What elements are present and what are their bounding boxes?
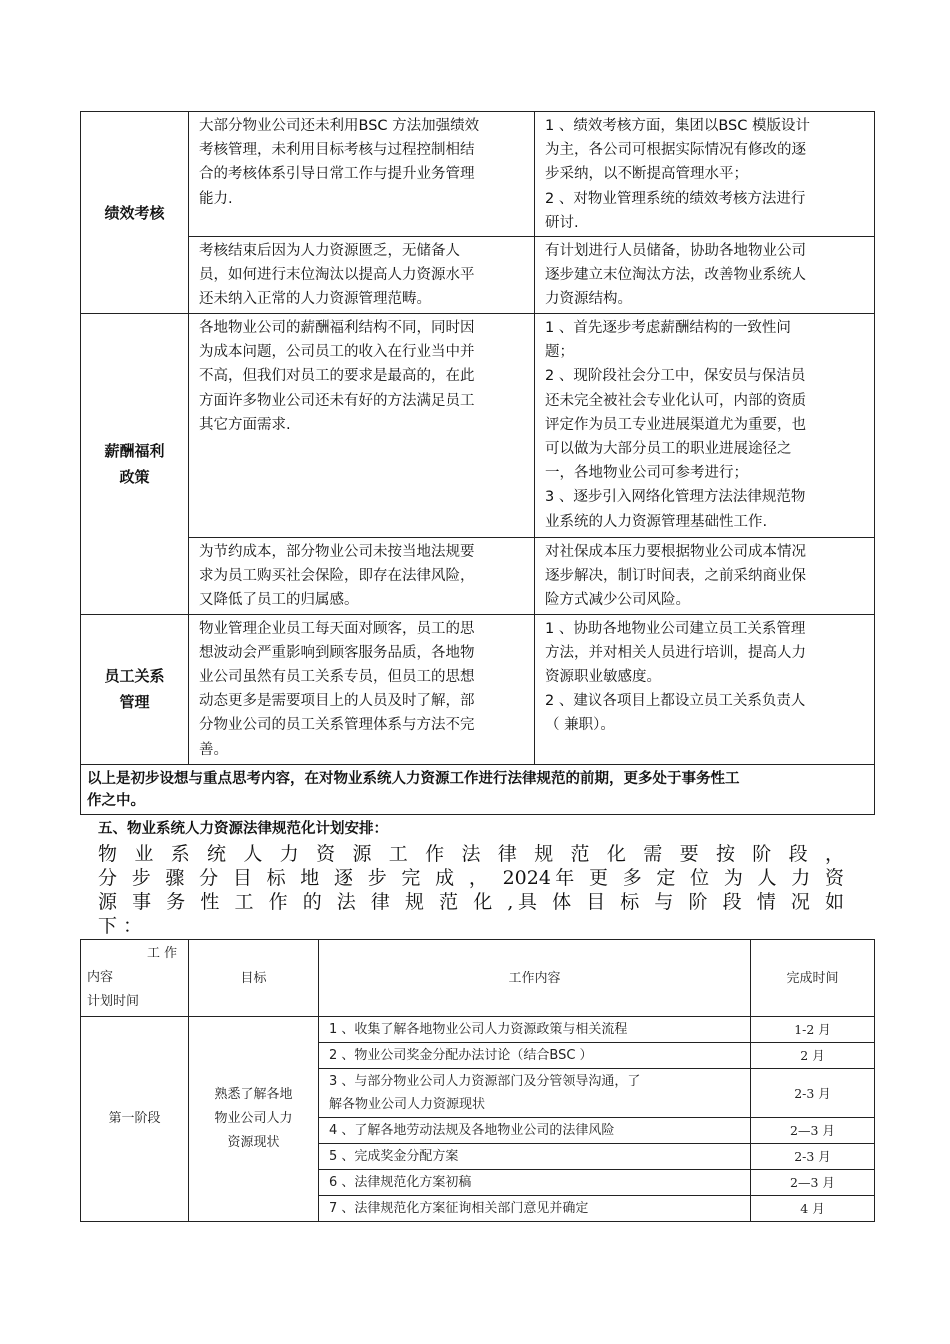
cell-line: 题； — [545, 344, 574, 361]
content-header: 工作内容 — [319, 940, 751, 1017]
cell-line: 为成本问题，公司员工的收入在行业当中并 — [199, 344, 475, 361]
cell-line: 逐步建立末位淘汰方法，改善物业系统人 — [545, 267, 806, 284]
time-cell: 2 月 — [751, 1043, 875, 1069]
cell-line: 考核结束后因为人力资源匮乏，无储备人 — [199, 243, 460, 260]
cell-line: 一，各地物业公司可参考进行； — [545, 465, 748, 482]
cell-line: 评定作为员工专业进展渠道尤为重要，也 — [545, 416, 806, 433]
task-line: 1 、收集了解各地物业公司人力资源政策与相关流程 — [329, 1022, 628, 1037]
time-cell: 1-2 月 — [751, 1017, 875, 1043]
cell-line: 研讨. — [545, 214, 579, 231]
problem-cell — [189, 614, 535, 764]
table-row — [81, 237, 875, 314]
cell-line: 方法，并对相关人员进行培训，提高人力 — [545, 644, 806, 661]
time-cell: 4 月 — [751, 1196, 875, 1222]
category-cell — [81, 112, 189, 314]
solution-cell — [535, 112, 875, 237]
goal-line: 资源现状 — [227, 1135, 280, 1150]
summary-line: 以上是初步设想与重点思考内容，在对物业系统人力资源工作进行法律规范的前期，更多处于事务性工 — [87, 770, 740, 787]
table-row — [81, 764, 875, 814]
table-row — [81, 314, 875, 538]
cell-line: 1 、首先逐步考虑薪酬结构的一致性问 — [545, 320, 791, 337]
category-label: 薪酬福利 — [104, 441, 165, 460]
cell-line: 3 、逐步引入网络化管理方法法律规范物 — [545, 489, 806, 506]
task-cell — [319, 1118, 751, 1144]
cell-line: 物业管理企业员工每天面对顾客，员工的思 — [199, 620, 475, 637]
paragraph-line: 物 业 系 统 人 力 资 源 工 作 法 律 规 范 化 需 要 按 阶 段 ， — [98, 843, 844, 865]
paragraph-line: 下 ： — [98, 915, 143, 937]
cell-line: 1 、绩效考核方面，集团以BSC 模版设计 — [545, 118, 810, 134]
cell-line: 步采纳，以不断提高管理水平； — [545, 166, 748, 183]
cell-line: 考核管理，未利用目标考核与过程控制相结 — [199, 142, 475, 159]
paragraph-line: 分 步 骤 分 目 标 地 逐 步 完 成 ， 2024年 更 多 定 位 为 人 力 资 — [98, 867, 844, 889]
time-header: 完成时间 — [751, 940, 875, 1017]
solution-cell — [535, 538, 875, 615]
cell-line: （ 兼职）。 — [545, 717, 615, 734]
corner-label-work: 工 作 — [147, 946, 178, 961]
task-cell — [319, 1196, 751, 1222]
cell-line: 又降低了员工的归属感。 — [199, 592, 359, 609]
cell-line: 合的考核体系引导日常工作与提升业务管理 — [199, 166, 475, 183]
task-cell — [319, 1043, 751, 1069]
time-cell: 2—3 月 — [751, 1118, 875, 1144]
time-cell: 2-3 月 — [751, 1144, 875, 1170]
cell-line: 为主，各公司可根据实际情况有修改的逐 — [545, 142, 806, 159]
table-header-row — [81, 940, 875, 1017]
table-row — [81, 538, 875, 615]
table-row — [81, 112, 875, 237]
task-line: 5 、完成奖金分配方案 — [329, 1149, 459, 1164]
cell-line: 能力. — [199, 190, 233, 207]
category-cell — [81, 314, 189, 615]
table-row — [81, 1017, 875, 1043]
cell-line: 其它方面需求. — [199, 416, 291, 433]
cell-line: 还未完全被社会专业化认可，内部的资质 — [545, 392, 806, 409]
cell-line: 资源职业敏感度。 — [545, 669, 661, 686]
problem-cell — [189, 237, 535, 314]
corner-label-plan-time: 计划时间 — [87, 994, 140, 1009]
solution-cell — [535, 237, 875, 314]
cell-line: 分物业公司的员工关系管理体系与方法不完 — [199, 717, 475, 734]
summary-line: 作之中。 — [87, 792, 145, 809]
goal-line: 物业公司人力 — [214, 1111, 293, 1126]
task-cell — [319, 1170, 751, 1196]
task-cell — [319, 1069, 751, 1118]
cell-line: 有计划进行人员储备，协助各地物业公司 — [545, 243, 806, 260]
cell-line: 可以做为大部分员工的职业进展途径之 — [545, 441, 792, 458]
cell-line: 不高，但我们对员工的要求是最高的，在此 — [199, 368, 475, 385]
stage-cell: 第一阶段 — [81, 1017, 189, 1222]
corner-label-content: 内容 — [87, 970, 114, 985]
cell-line: 对社保成本压力要根据物业公司成本情况 — [545, 544, 806, 561]
cell-line: 2 、现阶段社会分工中，保安员与保洁员 — [545, 368, 806, 385]
cell-line: 方面许多物业公司还未有好的方法满足员工 — [199, 392, 475, 409]
plan-schedule-table — [80, 939, 875, 1222]
goal-header: 目标 — [189, 940, 319, 1017]
cell-line: 2 、建议各项目上都设立员工关系负责人 — [545, 693, 806, 710]
cell-line: 动态更多是需要项目上的人员及时了解，部 — [199, 693, 475, 710]
category-cell — [81, 614, 189, 764]
time-cell: 2—3 月 — [751, 1170, 875, 1196]
task-line: 2 、物业公司奖金分配办法讨论（结合BSC ） — [329, 1048, 593, 1063]
task-line: 解各物业公司人力资源现状 — [329, 1097, 486, 1112]
cell-line: 2 、对物业管理系统的绩效考核方法进行 — [545, 190, 806, 207]
cell-line: 逐步解决，制订时间表，之前采纳商业保 — [545, 568, 806, 585]
table-row — [81, 614, 875, 764]
cell-line: 业公司虽然有员工关系专员，但员工的思想 — [199, 669, 475, 686]
solution-cell — [535, 614, 875, 764]
cell-line: 各地物业公司的薪酬福利结构不同，同时因 — [199, 320, 475, 337]
corner-header-cell — [81, 940, 189, 1017]
cell-line: 求为员工购买社会保险，即存在法律风险， — [199, 568, 475, 585]
task-cell — [319, 1144, 751, 1170]
hr-issues-table — [80, 111, 875, 815]
cell-line: 险方式减少公司风险。 — [545, 592, 690, 609]
category-label: 绩效考核 — [104, 203, 165, 222]
solution-cell — [535, 314, 875, 538]
task-cell — [319, 1017, 751, 1043]
paragraph-line: 源 事 务 性 工 作 的 法 律 规 范 化 ,具 体 目 标 与 阶 段 情 况 如 — [98, 891, 844, 913]
cell-line: 为节约成本，部分物业公司未按当地法规要 — [199, 544, 475, 561]
goal-cell — [189, 1017, 319, 1222]
task-line: 4 、了解各地劳动法规及各地物业公司的法律风险 — [329, 1123, 615, 1138]
task-line: 6 、法律规范化方案初稿 — [329, 1175, 472, 1190]
cell-line: 力资源结构。 — [545, 291, 632, 308]
cell-line: 想波动会严重影响到顾客服务品质，各地物 — [199, 644, 475, 661]
cell-line: 大部分物业公司还未利用BSC 方法加强绩效 — [199, 118, 480, 134]
problem-cell — [189, 112, 535, 237]
cell-line: 还未纳入正常的人力资源管理范畴。 — [199, 291, 431, 308]
cell-line: 1 、协助各地物业公司建立员工关系管理 — [545, 620, 806, 637]
summary-cell — [81, 764, 875, 814]
category-label: 政策 — [119, 467, 150, 486]
cell-line: 员，如何进行末位淘汰以提高人力资源水平 — [199, 267, 475, 284]
task-line: 7 、法律规范化方案征询相关部门意见并确定 — [329, 1201, 589, 1216]
problem-cell — [189, 314, 535, 538]
cell-line: 业系统的人力资源管理基础性工作. — [545, 513, 768, 530]
problem-cell — [189, 538, 535, 615]
section-heading: 五、物业系统人力资源法律规范化计划安排： — [98, 821, 388, 837]
goal-line: 熟悉了解各地 — [214, 1087, 293, 1102]
section-paragraph — [98, 842, 844, 938]
time-cell: 2-3 月 — [751, 1069, 875, 1118]
category-label: 管理 — [119, 693, 150, 712]
task-line: 3 、与部分物业公司人力资源部门及分管领导沟通，了 — [329, 1074, 641, 1089]
category-label: 员工关系 — [104, 667, 165, 686]
cell-line: 善。 — [199, 741, 228, 758]
